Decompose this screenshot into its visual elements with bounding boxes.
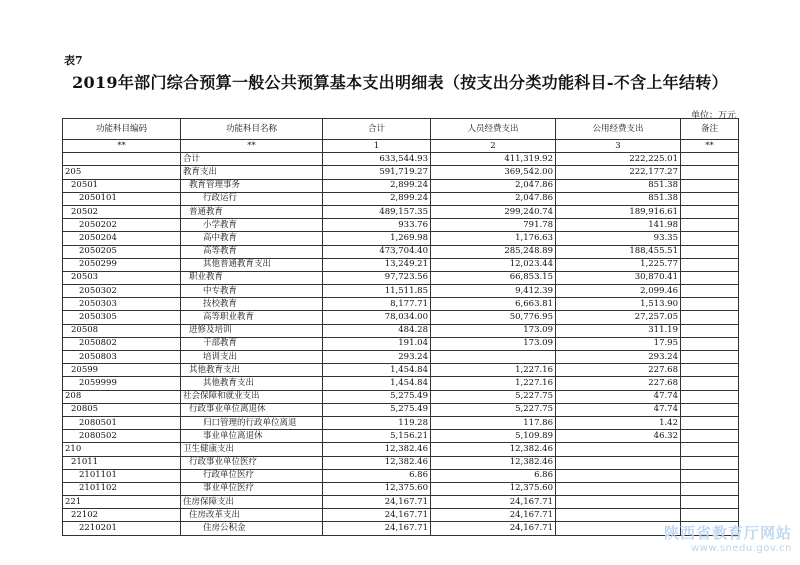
unit-label: 单位：万元: [690, 111, 736, 121]
cell-total: 8,177.71: [323, 298, 431, 311]
cell-personnel: 285,248.89: [431, 245, 556, 258]
cell-remark: [681, 232, 739, 245]
cell-total: 97,723.56: [323, 271, 431, 284]
col-header-total: 合计: [323, 119, 431, 140]
cell-total: 1,269.98: [323, 232, 431, 245]
table-row: [63, 311, 739, 324]
cell-code: 2101101: [63, 469, 181, 482]
cell-name: 行政运行: [181, 192, 323, 205]
cell-personnel: 66,853.15: [431, 271, 556, 284]
cell-name: 事业单位离退休: [181, 430, 323, 443]
cell-remark: [681, 509, 739, 522]
cell-public: 47.74: [556, 390, 681, 403]
table-row: [63, 298, 739, 311]
col-header-remark: 备注: [681, 119, 739, 140]
cell-public: [556, 443, 681, 456]
cell-personnel: 9,412.39: [431, 285, 556, 298]
cell-personnel: 6.86: [431, 469, 556, 482]
table-row: [63, 522, 739, 535]
cell-public: 47.74: [556, 403, 681, 416]
budget-table: [62, 118, 739, 536]
cell-public: [556, 482, 681, 495]
cell-name: 中专教育: [181, 285, 323, 298]
cell-name: 其他教育支出: [181, 377, 323, 390]
cell-personnel: 12,382.46: [431, 443, 556, 456]
cell-personnel: 6,663.81: [431, 298, 556, 311]
cell-remark: [681, 205, 739, 218]
cell-name: 小学教育: [181, 219, 323, 232]
cell-public: 17.95: [556, 337, 681, 350]
cell-name: 住房改革支出: [181, 509, 323, 522]
cell-total: 13,249.21: [323, 258, 431, 271]
watermark-url: www.snedu.gov.cn: [691, 543, 792, 554]
cell-total: 933.76: [323, 219, 431, 232]
cell-remark: [681, 166, 739, 179]
cell-total: 484.28: [323, 324, 431, 337]
cell-name: 事业单位医疗: [181, 482, 323, 495]
cell-total: 78,034.00: [323, 311, 431, 324]
table-row: [63, 351, 739, 364]
cell-total: 633,544.93: [323, 153, 431, 166]
cell-remark: [681, 416, 739, 429]
cell-name: 教育管理事务: [181, 179, 323, 192]
cell-total: 2,899.24: [323, 179, 431, 192]
col-header-name: 功能科目名称: [181, 119, 323, 140]
table-row: [63, 509, 739, 522]
cell-public: 1,513.90: [556, 298, 681, 311]
index-cell: **: [63, 140, 181, 153]
cell-remark: [681, 179, 739, 192]
cell-code: 2050305: [63, 311, 181, 324]
cell-code: 208: [63, 390, 181, 403]
cell-personnel: 12,375.60: [431, 482, 556, 495]
cell-personnel: 173.09: [431, 324, 556, 337]
cell-code: 2050302: [63, 285, 181, 298]
table-row: [63, 219, 739, 232]
cell-name: 教育支出: [181, 166, 323, 179]
cell-name: 卫生健康支出: [181, 443, 323, 456]
cell-personnel: 411,319.92: [431, 153, 556, 166]
index-row: [63, 140, 739, 153]
cell-total: 1,454.84: [323, 364, 431, 377]
cell-remark: [681, 456, 739, 469]
cell-name: 其他教育支出: [181, 364, 323, 377]
cell-remark: [681, 496, 739, 509]
cell-total: 119.28: [323, 416, 431, 429]
cell-code: [63, 153, 181, 166]
cell-code: 20599: [63, 364, 181, 377]
cell-code: 221: [63, 496, 181, 509]
cell-code: 205: [63, 166, 181, 179]
col-header-public: 公用经费支出: [556, 119, 681, 140]
cell-personnel: 2,047.86: [431, 192, 556, 205]
cell-remark: [681, 285, 739, 298]
cell-remark: [681, 311, 739, 324]
table-row: [63, 324, 739, 337]
cell-public: 227.68: [556, 364, 681, 377]
cell-total: 473,704.40: [323, 245, 431, 258]
cell-remark: [681, 153, 739, 166]
cell-total: 5,275.49: [323, 403, 431, 416]
cell-name: 归口管理的行政单位离退: [181, 416, 323, 429]
cell-remark: [681, 469, 739, 482]
index-cell: 2: [431, 140, 556, 153]
cell-personnel: 791.78: [431, 219, 556, 232]
cell-remark: [681, 271, 739, 284]
table-row: [63, 153, 739, 166]
table-row: [63, 390, 739, 403]
cell-code: 2050205: [63, 245, 181, 258]
cell-code: 2050802: [63, 337, 181, 350]
cell-total: 24,167.71: [323, 496, 431, 509]
cell-name: 高中教育: [181, 232, 323, 245]
cell-personnel: 1,227.16: [431, 364, 556, 377]
cell-public: [556, 456, 681, 469]
cell-code: 210: [63, 443, 181, 456]
cell-code: 20805: [63, 403, 181, 416]
cell-code: 2050101: [63, 192, 181, 205]
cell-code: 2101102: [63, 482, 181, 495]
table-row: [63, 245, 739, 258]
cell-name: 合计: [181, 153, 323, 166]
cell-personnel: 12,023.44: [431, 258, 556, 271]
cell-name: 行政单位医疗: [181, 469, 323, 482]
table-row: [63, 271, 739, 284]
cell-code: 2050303: [63, 298, 181, 311]
header-row: [63, 119, 739, 140]
cell-public: 851.38: [556, 192, 681, 205]
site-watermark: [664, 522, 792, 554]
cell-code: 22102: [63, 509, 181, 522]
cell-name: 高等教育: [181, 245, 323, 258]
cell-name: 普通教育: [181, 205, 323, 218]
table-row: [63, 179, 739, 192]
cell-personnel: 2,047.86: [431, 179, 556, 192]
cell-public: 227.68: [556, 377, 681, 390]
table-row: [63, 456, 739, 469]
cell-code: 2080501: [63, 416, 181, 429]
table-row: [63, 403, 739, 416]
table-row: [63, 469, 739, 482]
cell-name: 干部教育: [181, 337, 323, 350]
cell-code: 20501: [63, 179, 181, 192]
cell-personnel: 24,167.71: [431, 509, 556, 522]
cell-code: 2059999: [63, 377, 181, 390]
cell-public: 188,455.51: [556, 245, 681, 258]
cell-remark: [681, 298, 739, 311]
cell-total: 24,167.71: [323, 509, 431, 522]
col-header-code: 功能科目编码: [63, 119, 181, 140]
cell-total: 1,454.84: [323, 377, 431, 390]
cell-public: 2,099.46: [556, 285, 681, 298]
cell-name: 行政事业单位医疗: [181, 456, 323, 469]
cell-remark: [681, 219, 739, 232]
cell-code: 2210201: [63, 522, 181, 535]
cell-remark: [681, 403, 739, 416]
cell-remark: [681, 351, 739, 364]
cell-name: 住房公积金: [181, 522, 323, 535]
cell-total: 2,899.24: [323, 192, 431, 205]
cell-remark: [681, 364, 739, 377]
table-row: [63, 337, 739, 350]
col-header-personnel: 人员经费支出: [431, 119, 556, 140]
cell-public: 27,257.05: [556, 311, 681, 324]
cell-total: 12,375.60: [323, 482, 431, 495]
cell-public: 141.98: [556, 219, 681, 232]
cell-name: 高等职业教育: [181, 311, 323, 324]
cell-remark: [681, 482, 739, 495]
cell-total: 489,157.35: [323, 205, 431, 218]
cell-total: 6.86: [323, 469, 431, 482]
index-cell: **: [181, 140, 323, 153]
cell-personnel: 50,776.95: [431, 311, 556, 324]
cell-personnel: 1,176.63: [431, 232, 556, 245]
cell-personnel: 299,240.74: [431, 205, 556, 218]
cell-remark: [681, 430, 739, 443]
cell-public: [556, 469, 681, 482]
cell-personnel: 369,542.00: [431, 166, 556, 179]
cell-personnel: 12,382.46: [431, 456, 556, 469]
page-title: 2019年部门综合预算一般公共预算基本支出明细表（按支出分类功能科目-不含上年结转）: [72, 73, 728, 92]
table-row: [63, 377, 739, 390]
table-row: [63, 430, 739, 443]
cell-remark: [681, 245, 739, 258]
cell-public: 189,916.61: [556, 205, 681, 218]
table-row: [63, 416, 739, 429]
table-row: [63, 192, 739, 205]
cell-public: 93.35: [556, 232, 681, 245]
cell-public: 30,870.41: [556, 271, 681, 284]
cell-personnel: 1,227.16: [431, 377, 556, 390]
cell-public: 851.38: [556, 179, 681, 192]
cell-personnel: 173.09: [431, 337, 556, 350]
cell-personnel: [431, 351, 556, 364]
table-row: [63, 496, 739, 509]
cell-public: [556, 496, 681, 509]
cell-remark: [681, 192, 739, 205]
cell-name: 住房保障支出: [181, 496, 323, 509]
cell-personnel: 24,167.71: [431, 496, 556, 509]
cell-public: 293.24: [556, 351, 681, 364]
cell-name: 社会保障和就业支出: [181, 390, 323, 403]
cell-public: 46.32: [556, 430, 681, 443]
cell-remark: [681, 258, 739, 271]
index-cell: 3: [556, 140, 681, 153]
table-row: [63, 443, 739, 456]
cell-code: 2050202: [63, 219, 181, 232]
cell-name: 进修及培训: [181, 324, 323, 337]
cell-remark: [681, 324, 739, 337]
cell-total: 5,275.49: [323, 390, 431, 403]
cell-remark: [681, 377, 739, 390]
cell-personnel: 24,167.71: [431, 522, 556, 535]
cell-total: 12,382.46: [323, 443, 431, 456]
cell-public: 1.42: [556, 416, 681, 429]
cell-public: 1,225.77: [556, 258, 681, 271]
cell-personnel: 5,227.75: [431, 390, 556, 403]
cell-code: 2050204: [63, 232, 181, 245]
table-row: [63, 205, 739, 218]
cell-public: 311.19: [556, 324, 681, 337]
cell-public: [556, 522, 681, 535]
index-cell: **: [681, 140, 739, 153]
cell-total: 11,511.85: [323, 285, 431, 298]
cell-code: 20503: [63, 271, 181, 284]
cell-total: 191.04: [323, 337, 431, 350]
cell-name: 其他普通教育支出: [181, 258, 323, 271]
table-number: 表7: [64, 54, 83, 67]
cell-name: 职业教育: [181, 271, 323, 284]
cell-name: 行政事业单位离退休: [181, 403, 323, 416]
cell-total: 24,167.71: [323, 522, 431, 535]
cell-name: 培训支出: [181, 351, 323, 364]
table-row: [63, 258, 739, 271]
cell-personnel: 117.86: [431, 416, 556, 429]
index-cell: 1: [323, 140, 431, 153]
table-row: [63, 166, 739, 179]
cell-public: 222,177.27: [556, 166, 681, 179]
cell-total: 591,719.27: [323, 166, 431, 179]
cell-total: 5,156.21: [323, 430, 431, 443]
cell-code: 21011: [63, 456, 181, 469]
cell-remark: [681, 443, 739, 456]
table-row: [63, 285, 739, 298]
cell-code: 2050803: [63, 351, 181, 364]
cell-total: 12,382.46: [323, 456, 431, 469]
cell-personnel: 5,227.75: [431, 403, 556, 416]
table-row: [63, 482, 739, 495]
cell-public: [556, 509, 681, 522]
cell-remark: [681, 390, 739, 403]
table-row: [63, 232, 739, 245]
cell-name: 技校教育: [181, 298, 323, 311]
cell-personnel: 5,109.89: [431, 430, 556, 443]
cell-remark: [681, 337, 739, 350]
table-row: [63, 364, 739, 377]
cell-public: 222,225.01: [556, 153, 681, 166]
cell-total: 293.24: [323, 351, 431, 364]
watermark-text: 陕西省教育厅网站: [663, 524, 792, 542]
cell-code: 20508: [63, 324, 181, 337]
cell-code: 20502: [63, 205, 181, 218]
cell-code: 2080502: [63, 430, 181, 443]
cell-code: 2050299: [63, 258, 181, 271]
